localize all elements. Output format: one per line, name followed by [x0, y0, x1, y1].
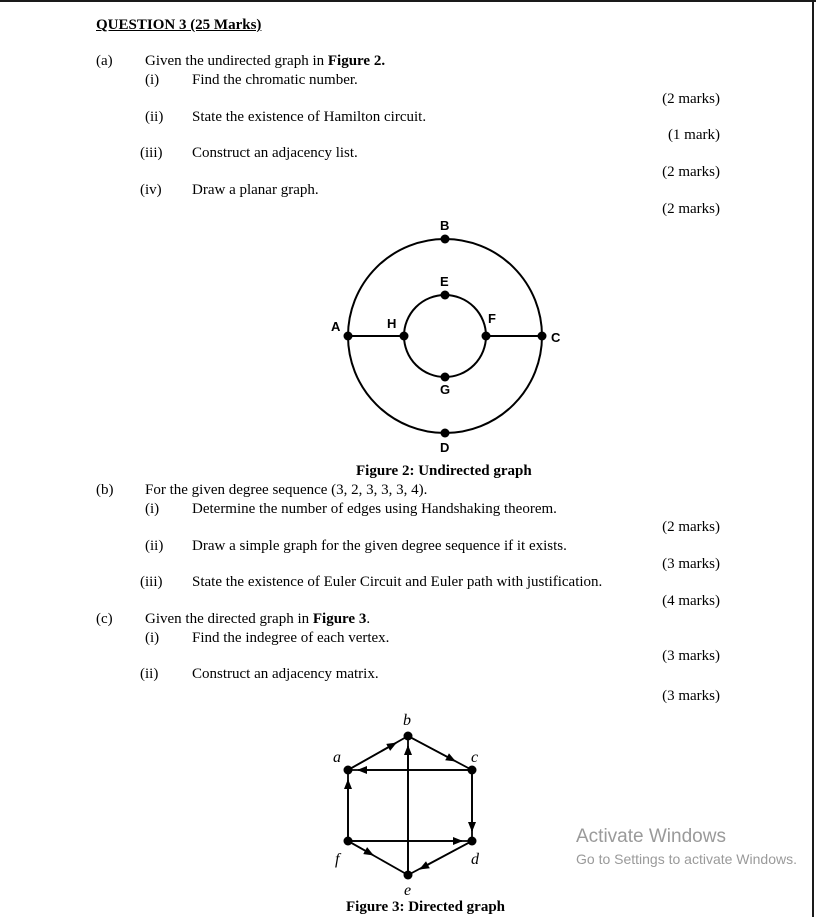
item-text: Draw a simple graph for the given degree sequence if it exists.: [192, 538, 567, 554]
item-marks: (2 marks): [662, 91, 720, 107]
item-text: Find the indegree of each vertex.: [192, 630, 390, 646]
item-marks: (4 marks): [662, 593, 720, 609]
part-b-intro: For the given degree sequence (3, 2, 3, 3, 3, 4).: [145, 482, 428, 498]
vertex-label-b: b: [403, 712, 411, 729]
vertex-c: [468, 766, 477, 775]
figure2-caption: Figure 2: Undirected graph: [356, 463, 532, 479]
vertex-a: [344, 766, 353, 775]
item-num: (ii): [145, 109, 164, 125]
item-text: State the existence of Euler Circuit and Euler path with justification.: [192, 574, 603, 590]
arrow-a-b: [348, 743, 396, 770]
question-title: QUESTION 3 (25 Marks): [96, 17, 262, 33]
item-num: (ii): [145, 538, 164, 554]
item-text: State the existence of Hamilton circuit.: [192, 109, 427, 125]
item-num: (i): [145, 630, 160, 646]
item-marks: (3 marks): [662, 648, 720, 664]
vertex-label-f: F: [488, 311, 496, 326]
item-text: Determine the number of edges using Handshaking theorem.: [192, 501, 557, 517]
item-text: Construct an adjacency matrix.: [192, 666, 379, 682]
item-marks: (1 mark): [667, 127, 720, 143]
vertex-e: [404, 871, 413, 880]
part-a-label: (a): [96, 53, 113, 69]
part-c-figure-ref: Figure 3: [312, 611, 367, 627]
activate-windows-subtitle: Go to Settings to activate Windows.: [576, 851, 797, 867]
activate-windows-title: Activate Windows: [576, 826, 726, 847]
vertex-label-e: e: [404, 882, 412, 899]
figure3-caption: Figure 3: Directed graph: [346, 899, 506, 915]
item-marks: (2 marks): [662, 201, 720, 217]
vertex-label-g: G: [440, 382, 451, 397]
item-text: Find the chromatic number.: [192, 72, 358, 88]
item-marks: (2 marks): [662, 164, 720, 180]
item-text: Draw a planar graph.: [192, 182, 319, 198]
vertex-d: [468, 837, 477, 846]
part-c-intro: Given the directed graph in Figure 3.: [145, 611, 371, 627]
vertex-label-a: A: [331, 319, 341, 334]
item-num: (i): [145, 72, 160, 88]
part-a-figure-ref: Figure 2.: [327, 53, 386, 69]
vertex-label-f: f: [335, 851, 340, 868]
vertex-f: [344, 837, 353, 846]
vertex-label-h: H: [387, 316, 397, 331]
item-num: (i): [145, 501, 160, 517]
item-num: (iii): [140, 574, 163, 590]
vertex-label-a: a: [333, 749, 341, 766]
item-marks: (3 marks): [662, 556, 720, 572]
part-a-intro: Given the undirected graph in Figure 2.: [145, 53, 386, 69]
vertex-label-d: d: [471, 851, 479, 868]
item-marks: (3 marks): [662, 688, 720, 704]
arrow-b-c: [408, 736, 455, 761]
vertex-label-d: D: [440, 440, 450, 455]
vertex-label-b: B: [440, 218, 450, 233]
item-num: (ii): [140, 666, 159, 682]
item-num: (iv): [140, 182, 162, 198]
part-c-label: (c): [96, 611, 113, 627]
vertex-b: [404, 732, 413, 741]
part-b-label: (b): [96, 482, 114, 498]
vertex-label-c: C: [551, 330, 561, 345]
item-num: (iii): [140, 145, 163, 161]
vertex-label-e: E: [440, 274, 449, 289]
vertex-label-c: c: [471, 749, 479, 766]
item-marks: (2 marks): [662, 519, 720, 535]
item-text: Construct an adjacency list.: [192, 145, 358, 161]
arrow-d-e: [420, 841, 472, 869]
